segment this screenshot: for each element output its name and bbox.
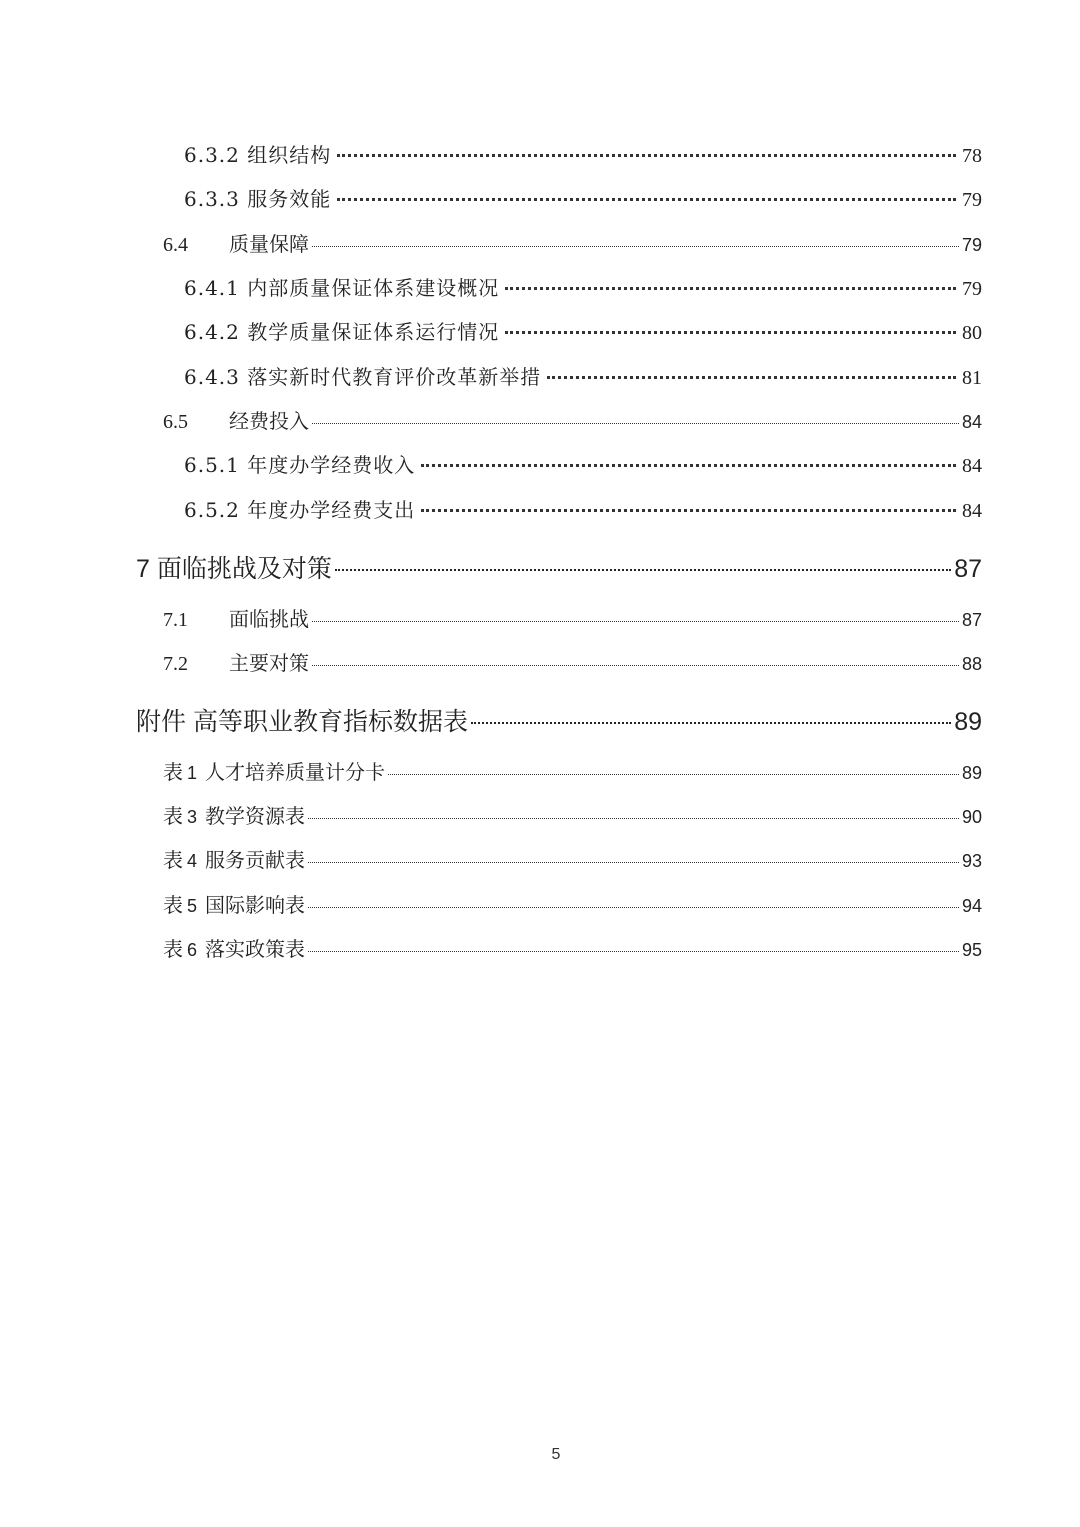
toc-page-number: 87 (961, 610, 982, 630)
toc-entry-label: 6.3.2 组织结构 (184, 143, 332, 167)
dot-leader (337, 198, 956, 201)
toc-entry-label: 7 面临挑战及对策 (136, 555, 332, 583)
dot-leader (308, 951, 959, 952)
dot-leader (547, 376, 956, 379)
toc-entry-table-3[interactable] (0, 800, 982, 829)
dot-leader (312, 665, 959, 666)
toc-page-number: 89 (961, 763, 982, 783)
toc-entry-label: 表 6 落实政策表 (163, 939, 306, 961)
toc-entry-label: 6.4.1 内部质量保证体系建设概况 (184, 276, 500, 300)
toc-entry-label: 7.1 面临挑战 (163, 609, 309, 631)
dot-leader (471, 722, 951, 724)
toc-entry-label: 6.3.3 服务效能 (184, 187, 332, 211)
dot-leader (505, 331, 956, 334)
toc-entry-6-5-1[interactable] (0, 449, 982, 478)
toc-page-number: 79 (962, 189, 982, 211)
dot-leader (308, 862, 959, 863)
toc-page-number: 94 (961, 896, 982, 916)
dot-leader (421, 464, 956, 467)
toc-entry-6-4-1[interactable] (0, 272, 982, 301)
toc-entry-6-4-2[interactable] (0, 316, 982, 345)
toc-entry-7[interactable] (0, 549, 982, 585)
toc-entry-label: 附件 高等职业教育指标数据表 (136, 708, 468, 736)
toc-entry-label: 表 1 人才培养质量计分卡 (163, 762, 386, 784)
toc-entry-label: 表 5 国际影响表 (163, 895, 306, 917)
toc-page-number: 84 (961, 412, 982, 432)
dot-leader (312, 621, 959, 622)
dot-leader (312, 246, 959, 247)
toc-entry-7-1[interactable] (0, 603, 982, 632)
toc-entry-label: 6.4.3 落实新时代教育评价改革新举措 (184, 365, 542, 389)
dot-leader (337, 154, 956, 157)
dot-leader (335, 569, 951, 571)
dot-leader (312, 423, 959, 424)
toc-page-number: 79 (962, 278, 982, 300)
toc-entry-6-3-2[interactable] (0, 139, 982, 168)
toc-entry-label: 表 4 服务贡献表 (163, 850, 306, 872)
toc-page-number: 90 (961, 807, 982, 827)
toc-page-number: 89 (954, 708, 982, 736)
toc-page-number: 79 (961, 235, 982, 255)
toc-entry-table-4[interactable] (0, 844, 982, 873)
toc-entry-label: 6.5 经费投入 (163, 411, 309, 433)
toc-page-number: 95 (961, 940, 982, 960)
toc-entry-6-4[interactable] (0, 228, 982, 257)
toc-entry-7-2[interactable] (0, 647, 982, 676)
toc-page-number: 78 (962, 145, 982, 167)
toc-page-number: 84 (962, 500, 982, 522)
dot-leader (388, 774, 959, 775)
toc-page-number: 80 (962, 322, 982, 344)
dot-leader (308, 818, 959, 819)
toc-page-number: 87 (954, 555, 982, 583)
toc-entry-6-3-3[interactable] (0, 183, 982, 212)
footer-page-number: 5 (551, 1446, 561, 1463)
dot-leader (421, 509, 956, 512)
dot-leader (308, 907, 959, 908)
toc-page-number: 84 (962, 455, 982, 477)
toc-entry-6-4-3[interactable] (0, 361, 982, 390)
toc-entry-label: 7.2 主要对策 (163, 653, 309, 675)
toc-entry-label: 6.5.2 年度办学经费支出 (184, 498, 416, 522)
toc-page-number: 93 (961, 851, 982, 871)
toc-entry-6-5-2[interactable] (0, 494, 982, 523)
toc-entry-6-5[interactable] (0, 405, 982, 434)
toc-page-number: 88 (961, 654, 982, 674)
toc-entry-label: 6.4 质量保障 (163, 234, 309, 256)
toc-entry-label: 表 3 教学资源表 (163, 806, 306, 828)
dot-leader (505, 287, 956, 290)
toc-entry-table-5[interactable] (0, 889, 982, 918)
toc-entry-table-6[interactable] (0, 933, 982, 962)
toc-entry-appendix[interactable] (0, 702, 982, 738)
toc-entry-label: 6.4.2 教学质量保证体系运行情况 (184, 320, 500, 344)
toc-page-number: 81 (962, 367, 982, 389)
toc-entry-label: 6.5.1 年度办学经费收入 (184, 453, 416, 477)
toc-entry-table-1[interactable] (0, 756, 982, 785)
